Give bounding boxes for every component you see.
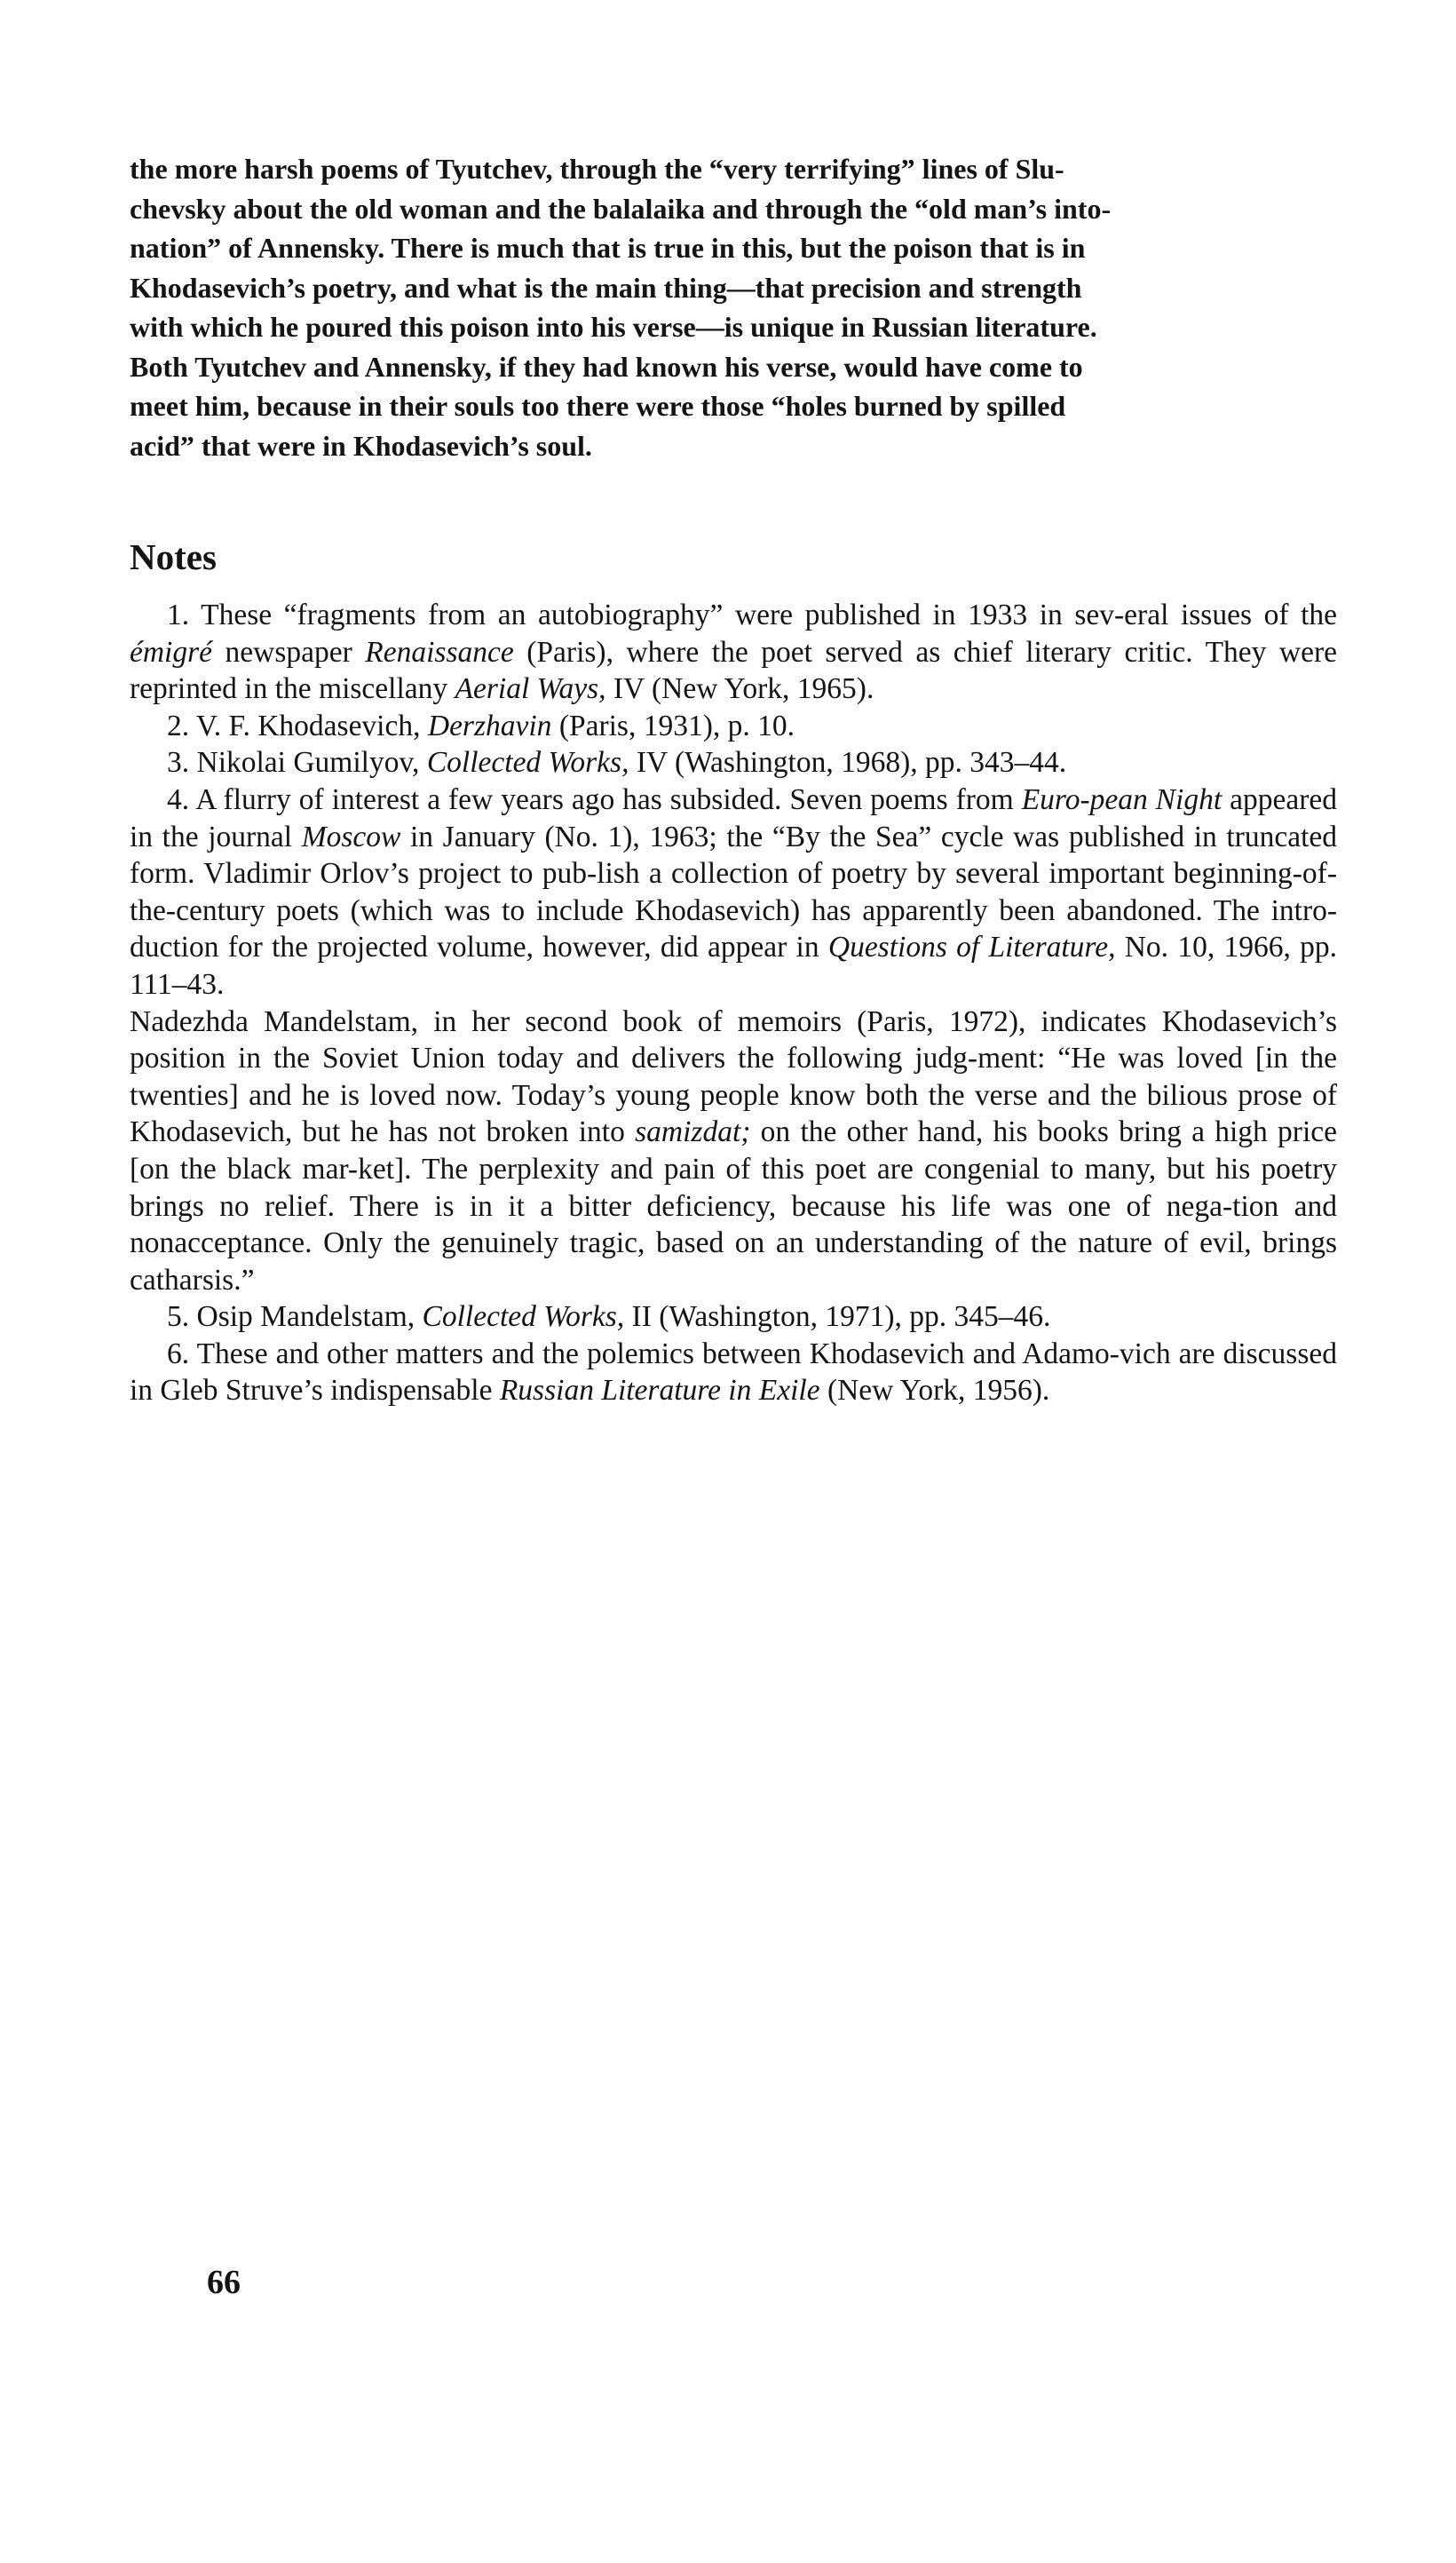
note-4-continuation: Nadezhda Mandelstam, in her second book of memoirs (Paris, 1972), indicates Khodasevich’s position in the Soviet Union today and delivers the following judg-ment: “He was loved [in the twenties] and he is loved now. Today’s young people know both the verse and the bilious prose of Khodasevich, but he has not broken into samizdat; on the other hand, his books bring a high price [on the black mar-ket]. The perplexity and pain of this poet are congenial to many, but his poetry brings no relief. There is in it a bitter deficiency, because his life was one of nega-tion and nonacceptance. Only the genuinely tragic, based on an understanding of the nature of evil, brings catharsis.” [130, 1004, 1337, 1297]
notes-list [130, 597, 1337, 1409]
note-1: 1. These “fragments from an autobiography” were published in 1933 in sev-eral issues of the émigré newspaper Renaissance (Paris), where the poet served as chief literary critic. They were reprinted in the miscellany Aerial Ways, IV (New York, 1965). [130, 599, 1337, 706]
body-line: chevsky about the old woman and the balalaika and through the “old man’s into- [130, 192, 1112, 225]
note-4: 4. A flurry of interest a few years ago has subsided. Seven poems from Euro-pean Night appeared in the journal Moscow in January (No. 1), 1963; the “By the Sea” cycle was published in truncated form. Vladimir Orlov’s project to pub-lish a collection of poetry by several important beginning-of-the-century poets (which was to include Khodasevich) has apparently been abandoned. The intro-duction for the projected volume, however, did appear in Questions of Literature, No. 10, 1966, pp. 111–43. [130, 782, 1338, 1001]
note-3: 3. Nikolai Gumilyov, Collected Works, IV (Washington, 1968), pp. 343–44. [167, 746, 1067, 780]
notes-heading: Notes [130, 536, 217, 577]
body-line: acid” that were in Khodasevich’s soul. [130, 429, 592, 462]
body-paragraph [130, 149, 1339, 465]
body-line: nation” of Annensky. There is much that is true in this, but the poison that is in [130, 232, 1086, 264]
body-line: meet him, because in their souls too there were those “holes burned by spilled [130, 390, 1066, 422]
body-line: Khodasevich’s poetry, and what is the main thing—that precision and strength [130, 271, 1082, 304]
note-5: 5. Osip Mandelstam, Collected Works, II (Washington, 1971), pp. 345–46. [167, 1300, 1051, 1334]
body-line: Both Tyutchev and Annensky, if they had known his verse, would have come to [130, 350, 1083, 383]
body-line: the more harsh poems of Tyutchev, through the “very terrifying” lines of Slu- [130, 153, 1064, 185]
body-line: with which he poured this poison into his verse—is unique in Russian literature. [130, 311, 1097, 343]
page-number: 66 [207, 2264, 241, 2301]
note-2: 2. V. F. Khodasevich, Derzhavin (Paris, 1931), p. 10. [167, 709, 795, 742]
note-6: 6. These and other matters and the polemics between Khodasevich and Adamo-vich are discussed in Gleb Struve’s indispensable Russian Literature in Exile (New York, 1956). [130, 1337, 1337, 1408]
